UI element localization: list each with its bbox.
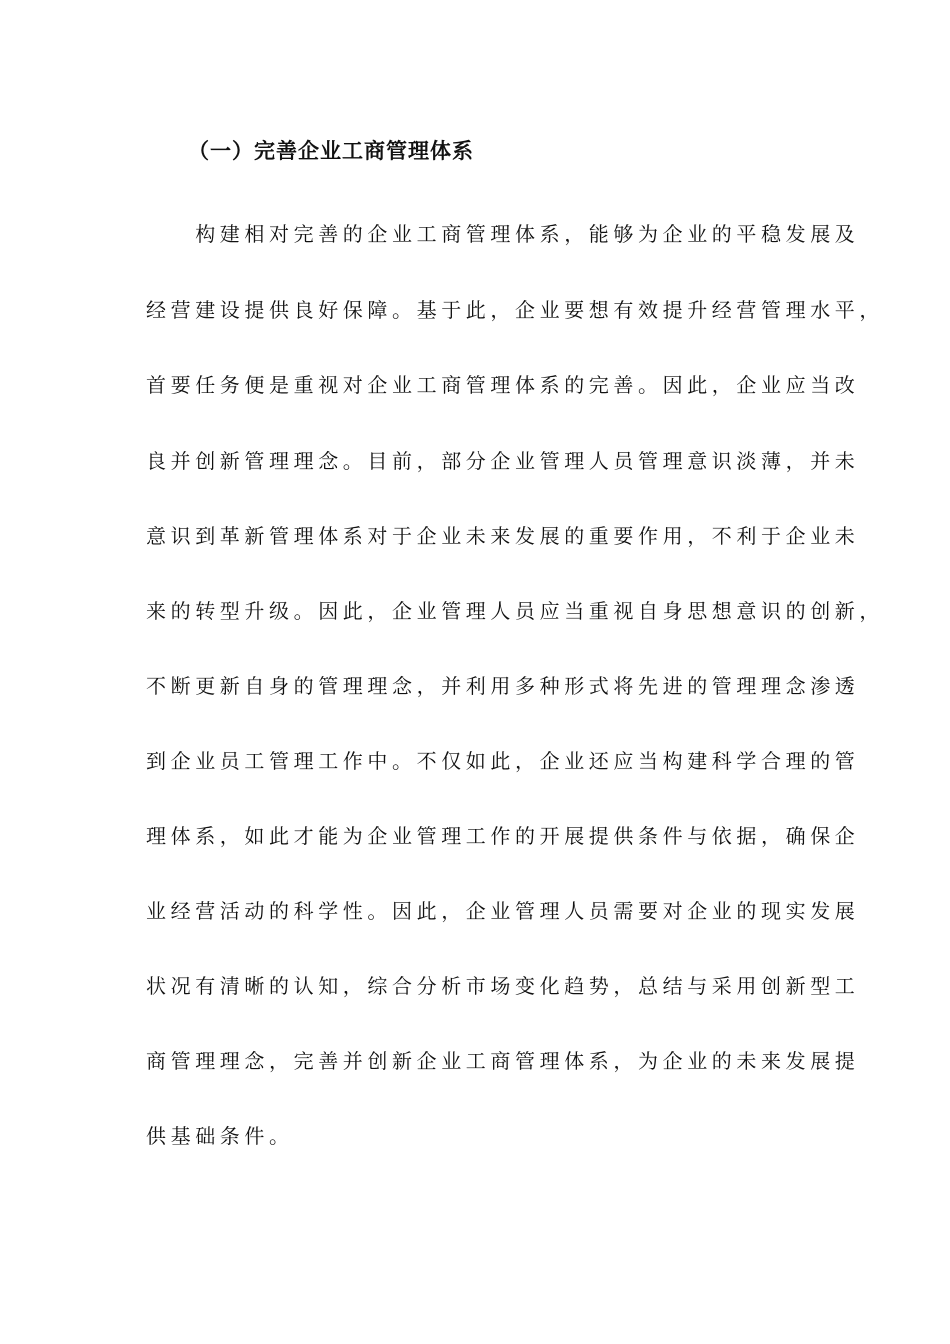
paragraph-line-2: 经营建设提供良好保障。基于此，企业要想有效提升经营管理水平，	[146, 298, 884, 322]
section-heading: （一）完善企业工商管理体系	[188, 138, 474, 163]
paragraph-line-4: 良并创新管理理念。目前，部分企业管理人员管理意识淡薄，并未	[146, 449, 860, 473]
paragraph-line-13: 供基础条件。	[146, 1124, 294, 1148]
paragraph-line-5: 意识到革新管理体系对于企业未来发展的重要作用，不利于企业未	[146, 524, 860, 548]
paragraph-line-7: 不断更新自身的管理理念，并利用多种形式将先进的管理理念渗透	[146, 674, 860, 698]
paragraph-line-3: 首要任务便是重视对企业工商管理体系的完善。因此，企业应当改	[146, 373, 860, 397]
paragraph-line-1: 构建相对完善的企业工商管理体系，能够为企业的平稳发展及	[146, 222, 860, 246]
paragraph-line-10: 业经营活动的科学性。因此，企业管理人员需要对企业的现实发展	[146, 899, 860, 923]
paragraph-line-12: 商管理理念，完善并创新企业工商管理体系，为企业的未来发展提	[146, 1049, 860, 1073]
paragraph-line-8: 到企业员工管理工作中。不仅如此，企业还应当构建科学合理的管	[146, 749, 860, 773]
paragraph-line-11: 状况有清晰的认知，综合分析市场变化趋势，总结与采用创新型工	[146, 974, 860, 998]
paragraph-line-6: 来的转型升级。因此，企业管理人员应当重视自身思想意识的创新，	[146, 599, 884, 623]
paragraph-line-9: 理体系，如此才能为企业管理工作的开展提供条件与依据，确保企	[146, 824, 860, 848]
